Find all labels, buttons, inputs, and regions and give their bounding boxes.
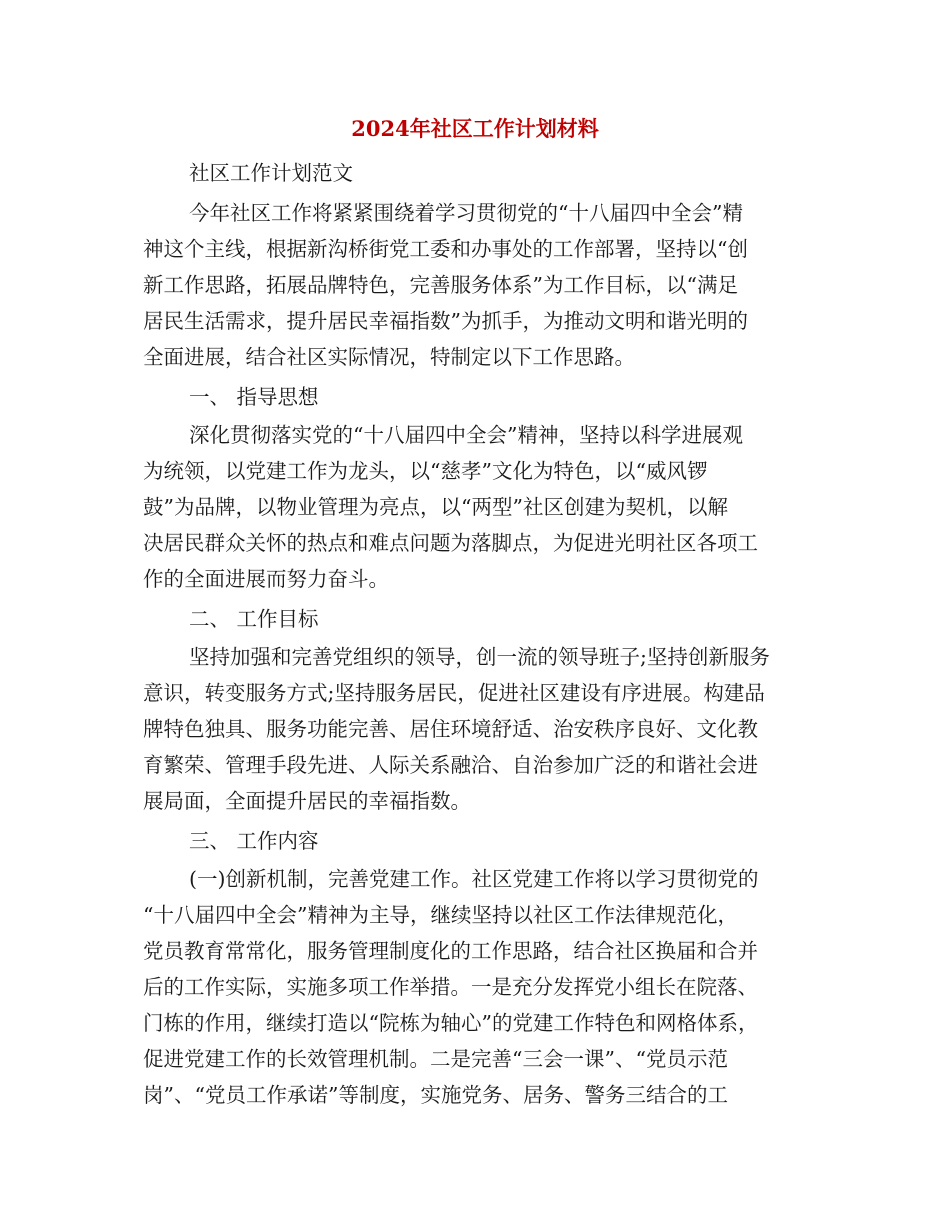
paragraph-line: 深化贯彻落实党的“十八届四中全会”精神，坚持以科学进展观 (189, 423, 743, 447)
paragraph-line: 新工作思路，拓展品牌特色，完善服务体系”为工作目标，以“满足 (143, 273, 738, 297)
paragraph-line: 神这个主线，根据新沟桥街党工委和办事处的工作部署，坚持以“创 (143, 237, 748, 261)
paragraph-line: 今年社区工作将紧紧围绕着学习贯彻党的“十八届四中全会”精 (189, 201, 743, 225)
section-heading: 二、 工作目标 (189, 607, 319, 631)
paragraph-line: 促进党建工作的长效管理机制。二是完善“三会一课”、“党员示范 (143, 1047, 728, 1071)
paragraph-line: 党员教育常常化，服务管理制度化的工作思路，结合社区换届和合并 (143, 939, 758, 963)
paragraph-line: 全面进展，结合社区实际情况，特制定以下工作思路。 (143, 345, 635, 369)
document-subtitle: 社区工作计划范文 (189, 161, 353, 185)
paragraph-line: “十八届四中全会”精神为主导，继续坚持以社区工作法律规范化， (143, 903, 738, 927)
paragraph-line: 岗”、“党员工作承诺”等制度，实施党务、居务、警务三结合的工 (143, 1083, 728, 1107)
paragraph-line: 为统领，以党建工作为龙头，以“慈孝”文化为特色，以“威风锣 (143, 459, 708, 483)
paragraph-line: 居民生活需求，提升居民幸福指数”为抓手，为推动文明和谐光明的 (143, 309, 748, 333)
section-heading: 一、 指导思想 (189, 385, 319, 409)
paragraph-line: 鼓”为品牌，以物业管理为亮点，以“两型”社区创建为契机，以解 (143, 495, 728, 519)
paragraph-line: 牌特色独具、服务功能完善、居住环境舒适、治安秩序良好、文化教 (143, 717, 758, 741)
paragraph-line: 展局面，全面提升居民的幸福指数。 (143, 789, 471, 813)
section-heading: 三、 工作内容 (189, 829, 319, 853)
paragraph-line: 后的工作实际，实施多项工作举措。一是充分发挥党小组长在院落、 (143, 975, 758, 999)
paragraph-line: 意识，转变服务方式;坚持服务居民，促进社区建设有序进展。构建品 (143, 681, 765, 705)
document-title: 2024年社区工作计划材料 (351, 116, 599, 141)
paragraph-line: (一)创新机制，完善党建工作。社区党建工作将以学习贯彻党的 (189, 867, 759, 891)
paragraph-line: 决居民群众关怀的热点和难点问题为落脚点，为促进光明社区各项工 (143, 531, 758, 555)
paragraph-line: 门栋的作用，继续打造以“院栋为轴心”的党建工作特色和网格体系， (143, 1011, 759, 1035)
paragraph-line: 坚持加强和完善党组织的领导，创一流的领导班子;坚持创新服务 (189, 645, 770, 669)
paragraph-line: 作的全面进展而努力奋斗。 (143, 567, 389, 591)
paragraph-line: 育繁荣、管理手段先进、人际关系融洽、自治参加广泛的和谐社会进 (143, 753, 758, 777)
